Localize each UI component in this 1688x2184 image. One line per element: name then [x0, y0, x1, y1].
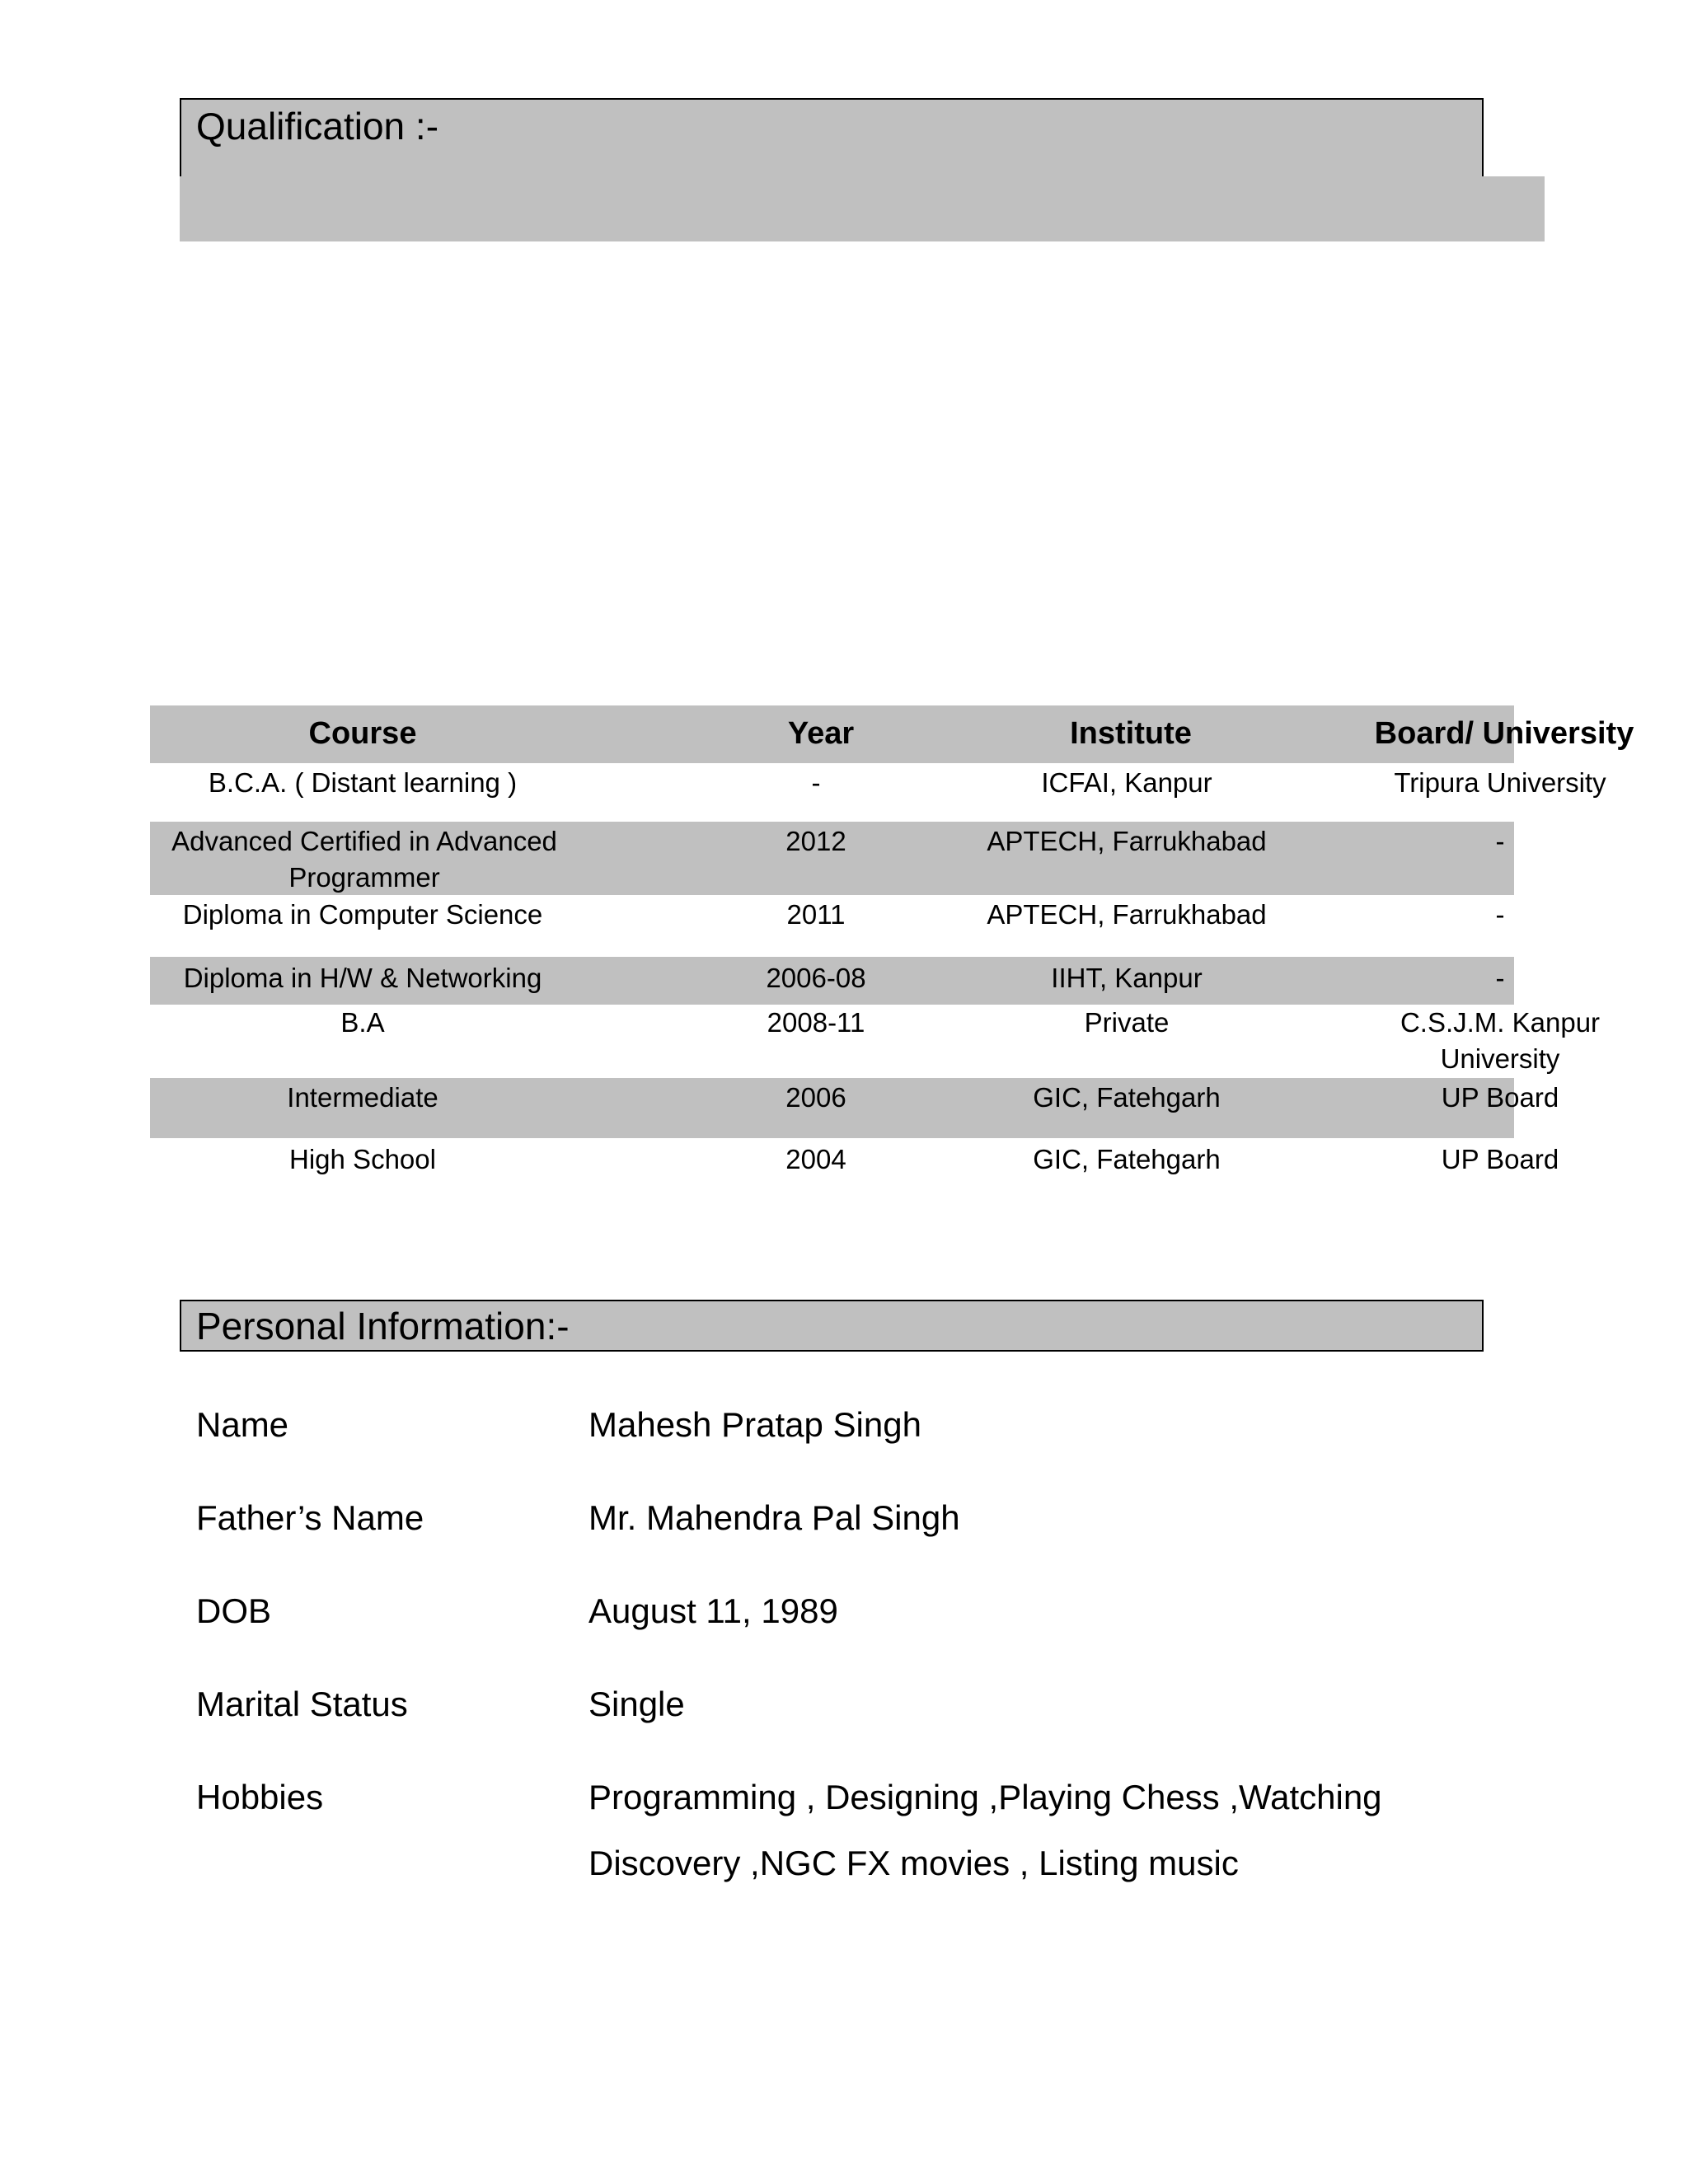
cell-year: -: [811, 767, 821, 798]
field-label: Hobbies: [196, 1778, 324, 1816]
cell-course: Advanced Certified in Advanced Programmer: [171, 826, 557, 893]
table-header-row: [150, 705, 1634, 763]
field-value: Mahesh Pratap Singh: [588, 1405, 921, 1444]
column-header-board: Board/ University: [1374, 716, 1634, 751]
cell-institute: IIHT, Kanpur: [1051, 963, 1203, 993]
cell-institute: GIC, Fatehgarh: [1033, 1144, 1221, 1174]
cell-institute: Private: [1084, 1007, 1170, 1038]
cell-board: C.S.J.M. Kanpur University: [1400, 1007, 1601, 1074]
field-value: Programming , Designing ,Playing Chess ,Watching Discovery ,NGC FX movies , Listing music: [588, 1778, 1382, 1882]
cell-board: -: [1495, 899, 1505, 930]
cell-board: UP Board: [1441, 1144, 1559, 1174]
cell-year: 2006: [785, 1082, 846, 1113]
field-label: Marital Status: [196, 1685, 408, 1723]
column-header-year: Year: [787, 716, 855, 751]
field-value: Single: [588, 1685, 685, 1723]
cell-institute: ICFAI, Kanpur: [1041, 767, 1212, 798]
cell-course: B.C.A. ( Distant learning ): [208, 767, 518, 798]
cell-course: B.A: [340, 1007, 385, 1038]
cell-board: -: [1495, 963, 1505, 993]
table-row: [150, 822, 1514, 895]
field-value: August 11, 1989: [588, 1591, 838, 1630]
cell-board: Tripura University: [1394, 767, 1606, 798]
qualification-header-shadow: [180, 176, 1545, 241]
table-row: [150, 895, 1514, 957]
cell-course: Diploma in Computer Science: [182, 899, 543, 930]
cell-course: High School: [289, 1144, 436, 1174]
cell-institute: APTECH, Farrukhabad: [987, 826, 1267, 856]
table-row: [150, 1005, 1601, 1078]
qualification-table: [150, 705, 1634, 1196]
cell-institute: APTECH, Farrukhabad: [987, 899, 1267, 930]
cell-year: 2006-08: [766, 963, 866, 993]
column-header-course: Course: [308, 716, 417, 751]
cell-year: 2008-11: [767, 1007, 865, 1038]
qualification-section-title: Qualification :-: [180, 98, 1484, 178]
cell-year: 2012: [785, 826, 846, 856]
table-row: [150, 763, 1606, 822]
cell-course: Diploma in H/W & Networking: [183, 963, 542, 993]
cell-board: UP Board: [1441, 1082, 1559, 1113]
table-row: [150, 957, 1514, 1005]
cell-board: -: [1495, 826, 1505, 856]
field-label: Father’s Name: [196, 1498, 424, 1537]
table-row: [150, 1078, 1559, 1138]
personal-section-title: Personal Information:-: [180, 1300, 1484, 1352]
cell-course: Intermediate: [287, 1082, 438, 1113]
column-header-institute: Institute: [1070, 716, 1192, 751]
field-label: DOB: [196, 1591, 272, 1630]
cell-year: 2004: [785, 1144, 846, 1174]
cell-year: 2011: [786, 899, 846, 930]
field-label: Name: [196, 1405, 289, 1444]
field-value: Mr. Mahendra Pal Singh: [588, 1498, 960, 1537]
cell-institute: GIC, Fatehgarh: [1033, 1082, 1221, 1113]
table-row: [150, 1138, 1559, 1196]
